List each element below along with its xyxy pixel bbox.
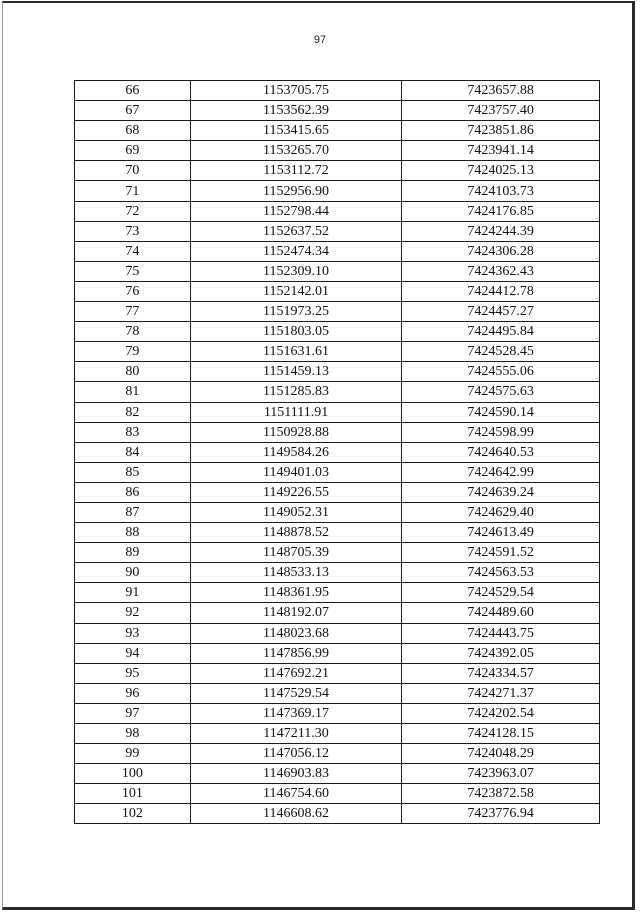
point-number-cell: 83 (75, 422, 191, 442)
x-coordinate-cell: 1147856.99 (190, 643, 402, 663)
y-coordinate-cell: 7424639.24 (402, 482, 600, 502)
x-coordinate-cell: 1150928.88 (190, 422, 402, 442)
table-row (75, 362, 600, 382)
page-number: 97 (313, 34, 327, 46)
y-coordinate-cell: 7424334.57 (402, 663, 600, 683)
x-coordinate-cell: 1151631.61 (190, 342, 402, 362)
y-coordinate-cell: 7423963.07 (402, 764, 600, 784)
table-row (75, 201, 600, 221)
x-coordinate-cell: 1152142.01 (190, 281, 402, 301)
y-coordinate-cell: 7424202.54 (402, 703, 600, 723)
table-row (75, 422, 600, 442)
table-row (75, 603, 600, 623)
x-coordinate-cell: 1153265.70 (190, 141, 402, 161)
point-number-cell: 99 (75, 744, 191, 764)
point-number-cell: 98 (75, 724, 191, 744)
x-coordinate-cell: 1147692.21 (190, 663, 402, 683)
table-row (75, 523, 600, 543)
table-row (75, 623, 600, 643)
x-coordinate-cell: 1147529.54 (190, 683, 402, 703)
table-row (75, 342, 600, 362)
x-coordinate-cell: 1148361.95 (190, 583, 402, 603)
table-row (75, 764, 600, 784)
point-number-cell: 66 (75, 81, 191, 101)
y-coordinate-cell: 7424443.75 (402, 623, 600, 643)
point-number-cell: 92 (75, 603, 191, 623)
point-number-cell: 102 (75, 804, 191, 824)
point-number-cell: 95 (75, 663, 191, 683)
y-coordinate-cell: 7424590.14 (402, 402, 600, 422)
table-row (75, 663, 600, 683)
x-coordinate-cell: 1147369.17 (190, 703, 402, 723)
table-row (75, 121, 600, 141)
table-row (75, 482, 600, 502)
y-coordinate-cell: 7424642.99 (402, 462, 600, 482)
point-number-cell: 75 (75, 261, 191, 281)
x-coordinate-cell: 1149584.26 (190, 442, 402, 462)
point-number-cell: 90 (75, 563, 191, 583)
y-coordinate-cell: 7424128.15 (402, 724, 600, 744)
point-number-cell: 85 (75, 462, 191, 482)
y-coordinate-cell: 7424271.37 (402, 683, 600, 703)
x-coordinate-cell: 1151973.25 (190, 302, 402, 322)
x-coordinate-cell: 1148023.68 (190, 623, 402, 643)
x-coordinate-cell: 1151111.91 (190, 402, 402, 422)
x-coordinate-cell: 1146903.83 (190, 764, 402, 784)
table-row (75, 703, 600, 723)
y-coordinate-cell: 7424563.53 (402, 563, 600, 583)
x-coordinate-cell: 1147211.30 (190, 724, 402, 744)
x-coordinate-cell: 1148533.13 (190, 563, 402, 583)
table-row (75, 724, 600, 744)
point-number-cell: 67 (75, 101, 191, 121)
x-coordinate-cell: 1152956.90 (190, 181, 402, 201)
y-coordinate-cell: 7424555.06 (402, 362, 600, 382)
point-number-cell: 68 (75, 121, 191, 141)
x-coordinate-cell: 1146754.60 (190, 784, 402, 804)
x-coordinate-cell: 1151803.05 (190, 322, 402, 342)
y-coordinate-cell: 7424598.99 (402, 422, 600, 442)
table-row (75, 181, 600, 201)
y-coordinate-cell: 7424528.45 (402, 342, 600, 362)
y-coordinate-cell: 7423941.14 (402, 141, 600, 161)
x-coordinate-cell: 1149052.31 (190, 502, 402, 522)
x-coordinate-cell: 1151459.13 (190, 362, 402, 382)
point-number-cell: 87 (75, 502, 191, 522)
point-number-cell: 76 (75, 281, 191, 301)
table-row (75, 141, 600, 161)
table-row (75, 101, 600, 121)
table-row (75, 583, 600, 603)
y-coordinate-cell: 7424591.52 (402, 543, 600, 563)
point-number-cell: 77 (75, 302, 191, 322)
point-number-cell: 79 (75, 342, 191, 362)
point-number-cell: 89 (75, 543, 191, 563)
point-number-cell: 84 (75, 442, 191, 462)
table-row (75, 804, 600, 824)
y-coordinate-cell: 7424362.43 (402, 261, 600, 281)
point-number-cell: 88 (75, 523, 191, 543)
table-row (75, 402, 600, 422)
y-coordinate-cell: 7424629.40 (402, 502, 600, 522)
point-number-cell: 94 (75, 643, 191, 663)
point-number-cell: 86 (75, 482, 191, 502)
point-number-cell: 78 (75, 322, 191, 342)
y-coordinate-cell: 7424457.27 (402, 302, 600, 322)
table-row (75, 241, 600, 261)
y-coordinate-cell: 7423657.88 (402, 81, 600, 101)
table-row (75, 543, 600, 563)
y-coordinate-cell: 7424025.13 (402, 161, 600, 181)
y-coordinate-cell: 7424529.54 (402, 583, 600, 603)
y-coordinate-cell: 7423776.94 (402, 804, 600, 824)
point-number-cell: 97 (75, 703, 191, 723)
table-row (75, 281, 600, 301)
y-coordinate-cell: 7424392.05 (402, 643, 600, 663)
point-number-cell: 82 (75, 402, 191, 422)
table-row (75, 442, 600, 462)
coordinates-table-body (75, 81, 600, 824)
table-row (75, 81, 600, 101)
point-number-cell: 80 (75, 362, 191, 382)
x-coordinate-cell: 1153415.65 (190, 121, 402, 141)
point-number-cell: 71 (75, 181, 191, 201)
y-coordinate-cell: 7424244.39 (402, 221, 600, 241)
point-number-cell: 96 (75, 683, 191, 703)
x-coordinate-cell: 1148192.07 (190, 603, 402, 623)
table-row (75, 784, 600, 804)
y-coordinate-cell: 7423872.58 (402, 784, 600, 804)
x-coordinate-cell: 1153705.75 (190, 81, 402, 101)
x-coordinate-cell: 1151285.83 (190, 382, 402, 402)
y-coordinate-cell: 7424489.60 (402, 603, 600, 623)
x-coordinate-cell: 1152309.10 (190, 261, 402, 281)
y-coordinate-cell: 7423757.40 (402, 101, 600, 121)
point-number-cell: 93 (75, 623, 191, 643)
point-number-cell: 81 (75, 382, 191, 402)
x-coordinate-cell: 1152474.34 (190, 241, 402, 261)
x-coordinate-cell: 1147056.12 (190, 744, 402, 764)
point-number-cell: 70 (75, 161, 191, 181)
point-number-cell: 74 (75, 241, 191, 261)
point-number-cell: 101 (75, 784, 191, 804)
y-coordinate-cell: 7423851.86 (402, 121, 600, 141)
point-number-cell: 73 (75, 221, 191, 241)
x-coordinate-cell: 1148705.39 (190, 543, 402, 563)
point-number-cell: 100 (75, 764, 191, 784)
x-coordinate-cell: 1148878.52 (190, 523, 402, 543)
point-number-cell: 72 (75, 201, 191, 221)
table-row (75, 502, 600, 522)
table-row (75, 643, 600, 663)
table-row (75, 744, 600, 764)
table-row (75, 302, 600, 322)
table-row (75, 382, 600, 402)
x-coordinate-cell: 1146608.62 (190, 804, 402, 824)
y-coordinate-cell: 7424613.49 (402, 523, 600, 543)
y-coordinate-cell: 7424575.63 (402, 382, 600, 402)
table-row (75, 261, 600, 281)
x-coordinate-cell: 1152637.52 (190, 221, 402, 241)
x-coordinate-cell: 1153112.72 (190, 161, 402, 181)
x-coordinate-cell: 1152798.44 (190, 201, 402, 221)
x-coordinate-cell: 1153562.39 (190, 101, 402, 121)
table-row (75, 683, 600, 703)
y-coordinate-cell: 7424495.84 (402, 322, 600, 342)
point-number-cell: 91 (75, 583, 191, 603)
table-row (75, 322, 600, 342)
point-number-cell: 69 (75, 141, 191, 161)
y-coordinate-cell: 7424103.73 (402, 181, 600, 201)
y-coordinate-cell: 7424048.29 (402, 744, 600, 764)
table-row (75, 563, 600, 583)
x-coordinate-cell: 1149226.55 (190, 482, 402, 502)
x-coordinate-cell: 1149401.03 (190, 462, 402, 482)
table-row (75, 221, 600, 241)
table-row (75, 161, 600, 181)
y-coordinate-cell: 7424640.53 (402, 442, 600, 462)
y-coordinate-cell: 7424306.28 (402, 241, 600, 261)
y-coordinate-cell: 7424176.85 (402, 201, 600, 221)
table-row (75, 462, 600, 482)
y-coordinate-cell: 7424412.78 (402, 281, 600, 301)
coordinates-table (74, 80, 600, 824)
